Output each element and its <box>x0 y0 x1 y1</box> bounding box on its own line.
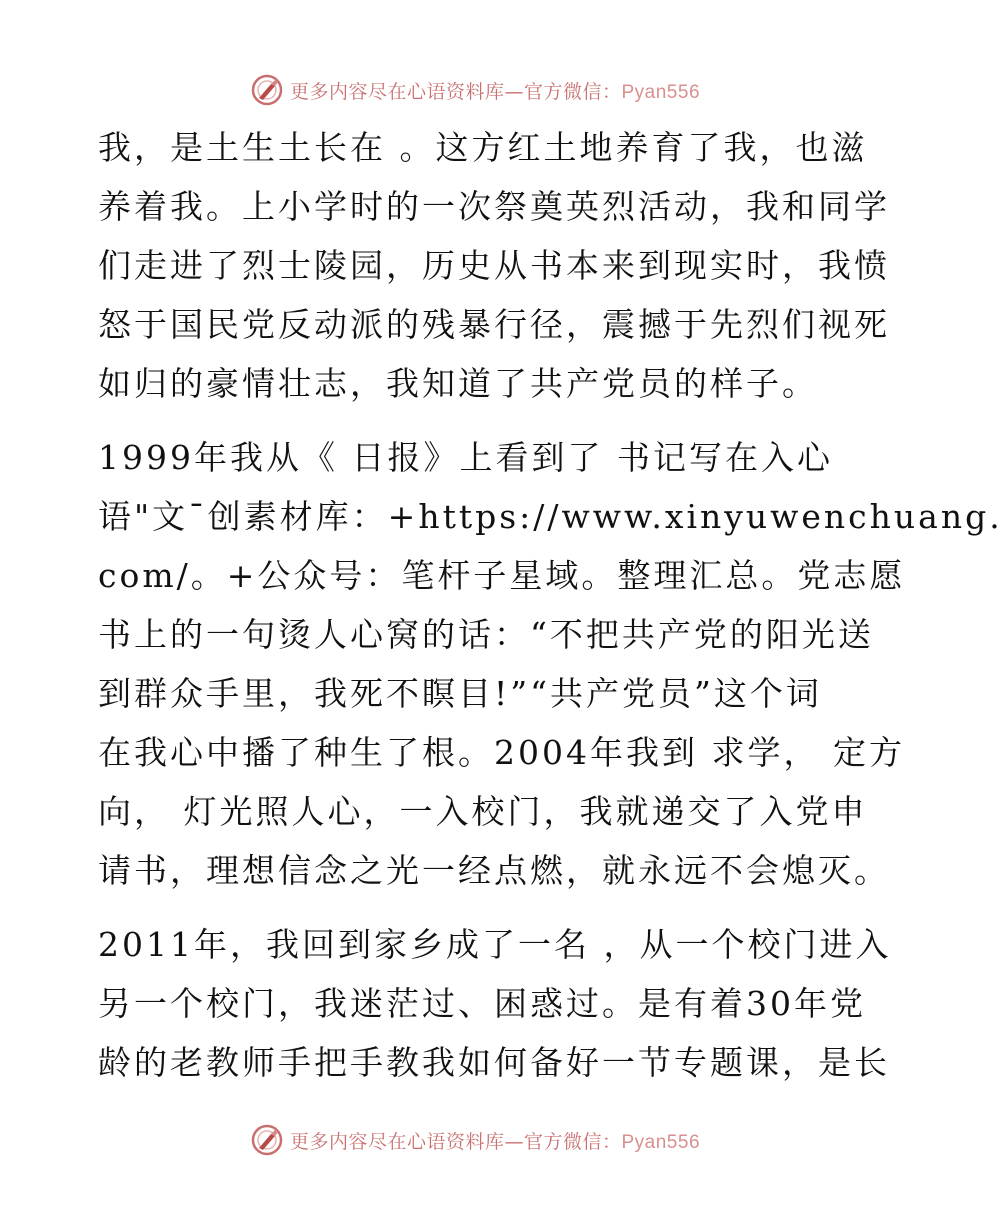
watermark-text <box>290 1127 700 1154</box>
document-body <box>98 118 1003 1107</box>
pen-logo-icon <box>250 1123 284 1157</box>
paragraph-1 <box>98 118 890 413</box>
text-line: 如归的豪情壮志，我知道了共产党员的样子。 <box>98 364 818 403</box>
text-line: 怒于国民党反动派的残暴行径，震撼于先烈们视死 <box>98 305 890 344</box>
header-watermark <box>0 70 950 110</box>
text-line: 们走进了烈士陵园，历史从书本来到现实时，我愤 <box>98 246 890 285</box>
watermark-text <box>290 77 700 104</box>
pen-logo-icon <box>250 73 284 107</box>
text-line: 到群众手里，我死不瞑目!”“共产党员”这个词 <box>98 674 822 713</box>
text-line: 请书，理想信念之光一经点燃，就永远不会熄灭。 <box>98 851 890 890</box>
watermark-site-name: 更多内容尽在心语资料库 <box>289 80 505 103</box>
footer-watermark <box>0 1120 950 1160</box>
watermark-label: 官方微信： <box>523 1130 622 1153</box>
watermark-site-name: 更多内容尽在心语资料库 <box>289 1130 505 1153</box>
text-line: 书上的一句烫人心窝的话：“不把共产党的阳光送 <box>98 615 874 654</box>
text-line: 2011年，我回到家乡成了一名 ，从一个校门进入 <box>98 925 892 964</box>
text-line: 在我心中播了种生了根。2004年我到 求学， 定方 <box>98 733 905 772</box>
text-line: 向， 灯光照人心，一入校门，我就递交了入党申 <box>98 792 868 831</box>
watermark-account: Pyan556 <box>621 81 701 103</box>
text-line: com/。+公众号：笔杆子星域。整理汇总。党志愿 <box>98 556 906 595</box>
paragraph-2 <box>98 428 1003 900</box>
text-line: 我，是土生土长在 。这方红土地养育了我，也滋 <box>98 128 868 167</box>
paragraph-3 <box>98 915 892 1092</box>
watermark-label: 官方微信： <box>523 80 622 103</box>
text-line: 1999年我从《 日报》上看到了 书记写在入心 <box>98 438 833 477</box>
text-line: 语"文¯创素材库：+https://www.xinyuwenchuang. <box>98 497 1003 536</box>
text-line: 另一个校门，我迷茫过、困惑过。是有着30年党 <box>98 984 866 1023</box>
text-line: 养着我。上小学时的一次祭奠英烈活动，我和同学 <box>98 187 890 226</box>
watermark-account: Pyan556 <box>621 1131 701 1153</box>
text-line: 龄的老教师手把手教我如何备好一节专题课，是长 <box>98 1043 890 1082</box>
watermark-separator: — <box>504 80 524 103</box>
watermark-separator: — <box>504 1130 524 1153</box>
